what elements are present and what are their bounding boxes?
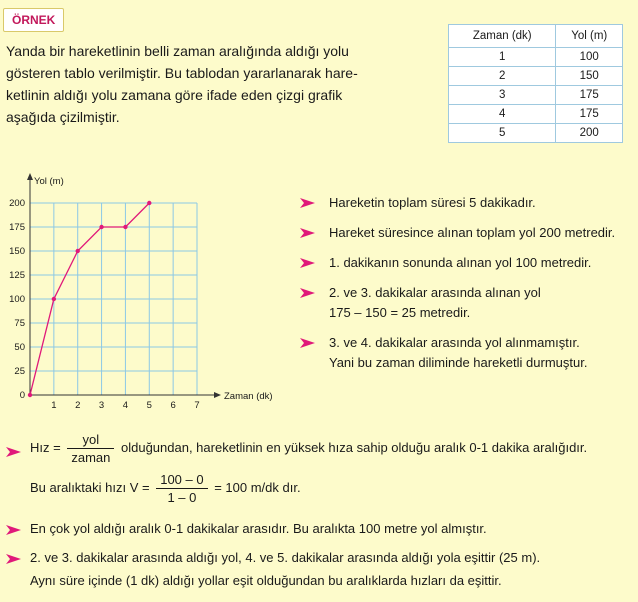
bullet-list: [300, 193, 636, 383]
calc-fraction: [156, 472, 207, 505]
speed-calc-line: [30, 472, 301, 505]
speed-fraction: [67, 432, 114, 465]
table-row: [449, 105, 623, 124]
intro-line: Yanda bir hareketlinin belli zaman aralığında aldığı yolu: [6, 43, 349, 59]
x-axis-label: Zaman (dk): [224, 391, 273, 402]
intro-line: ketlinin aldığı yolu zamana göre ifade eden çizgi grafik: [6, 87, 343, 103]
arrow-bullet-icon: [300, 338, 315, 348]
bullet-text: 1. dakikanın sonunda alınan yol 100 metredir.: [329, 255, 592, 270]
x-tick-label: 4: [122, 400, 129, 411]
intro-paragraph: [6, 40, 366, 128]
arrow-bullet-icon: [300, 288, 315, 298]
intro-line: aşağıda çizilmiştir.: [6, 109, 120, 125]
bullet-text: 2. ve 3. dakikalar arasında alınan yol: [329, 285, 541, 300]
arrow-bullet-icon: [6, 525, 21, 535]
arrow-bullet-icon: [300, 228, 315, 238]
x-tick-label: 6: [170, 400, 176, 411]
x-tick-label: 2: [75, 400, 81, 411]
bullet-text: Hareket süresince alınan toplam yol 200 metredir.: [329, 225, 616, 240]
table-cell: 150: [556, 67, 623, 86]
x-tick-label: 3: [98, 400, 105, 411]
y-tick-label: 125: [9, 270, 25, 281]
table-cell: 1: [449, 48, 556, 67]
x-tick-label: 5: [146, 400, 152, 411]
bullet-item: [300, 283, 636, 323]
y-tick-label: 100: [9, 294, 25, 305]
x-axis-arrow-icon: [214, 392, 221, 398]
fraction-denominator: zaman: [71, 450, 111, 465]
data-point: [28, 393, 32, 397]
table-cell: 175: [556, 86, 623, 105]
table-cell: 5: [449, 124, 556, 143]
line-chart: [0, 170, 300, 415]
chart-axes: [27, 173, 221, 398]
bullet-text: Hareketin toplam süresi 5 dakikadır.: [329, 195, 536, 210]
y-tick-label: 175: [9, 222, 25, 233]
table-row: [449, 48, 623, 67]
y-axis-label: Yol (m): [34, 176, 64, 187]
speed-suffix: olduğundan, hareketlinin en yüksek hıza sahip olduğu aralık 0-1 dakika aralığıdır.: [121, 439, 588, 455]
table-cell: 2: [449, 67, 556, 86]
y-axis-arrow-icon: [27, 173, 33, 180]
data-point: [76, 249, 80, 253]
bullet-item: [300, 253, 636, 273]
speed-prefix: Hız =: [30, 439, 61, 455]
bullet-text: Yani bu zaman diliminde hareketli durmuştur.: [329, 355, 588, 370]
data-point: [147, 201, 151, 205]
calc-suffix: = 100 m/dk dır.: [214, 479, 301, 495]
intro-line: gösteren tablo verilmiştir. Bu tablodan yararlanarak hare-: [6, 65, 358, 81]
y-tick-label: 200: [9, 198, 25, 209]
max-distance-line: En çok yol aldığı aralık 0-1 dakikalar arasıdır. Bu aralıkta 100 metre yol almıştır.: [30, 521, 487, 536]
data-point: [99, 225, 103, 229]
y-tick-label: 150: [9, 246, 25, 257]
y-tick-label: 50: [14, 342, 25, 353]
data-point: [52, 297, 56, 301]
arrow-bullet-icon: [300, 258, 315, 268]
y-tick-label: 75: [14, 318, 25, 329]
explanation-section: [6, 432, 636, 597]
fraction-numerator: 100 – 0: [156, 472, 207, 489]
bullet-item: [300, 193, 636, 213]
table-cell: 200: [556, 124, 623, 143]
chart-ticks: [9, 198, 200, 411]
bullet-item: [300, 333, 636, 373]
table-cell: 4: [449, 105, 556, 124]
table-cell: 3: [449, 86, 556, 105]
fraction-denominator: 1 – 0: [167, 490, 197, 505]
arrow-bullet-icon: [300, 198, 315, 208]
data-point: [123, 225, 127, 229]
table-header-distance: Yol (m): [556, 25, 623, 48]
data-table: [448, 24, 623, 143]
x-tick-label: 7: [194, 400, 200, 411]
y-tick-label: 25: [14, 366, 25, 377]
table-row: [449, 86, 623, 105]
equal-speed-line: Aynı süre içinde (1 dk) aldığı yollar eşit olduğundan bu aralıklarda hızları da eşittir.: [30, 573, 502, 588]
arrow-bullet-icon: [6, 554, 21, 564]
table-header-row: [449, 25, 623, 48]
speed-formula-line: [30, 432, 587, 465]
bullet-text: 175 – 150 = 25 metredir.: [329, 305, 471, 320]
table-header-time: Zaman (dk): [449, 25, 556, 48]
example-badge: ÖRNEK: [3, 8, 64, 32]
calc-prefix: Bu aralıktaki hızı V =: [30, 479, 150, 495]
table-row: [449, 124, 623, 143]
table-row: [449, 67, 623, 86]
arrow-bullet-icon: [6, 447, 21, 457]
table-cell: 100: [556, 48, 623, 67]
fraction-numerator: yol: [67, 432, 114, 449]
bullet-text: 3. ve 4. dakikalar arasında yol alınmamıştır.: [329, 335, 580, 350]
table-cell: 175: [556, 105, 623, 124]
equal-distance-line: 2. ve 3. dakikalar arasında aldığı yol, 4. ve 5. dakikalar arasında aldığı yola eşittir (25 m).: [30, 550, 541, 565]
x-tick-label: 1: [51, 400, 57, 411]
bullet-item: [300, 223, 636, 243]
x-tick-label: 0: [19, 390, 25, 401]
